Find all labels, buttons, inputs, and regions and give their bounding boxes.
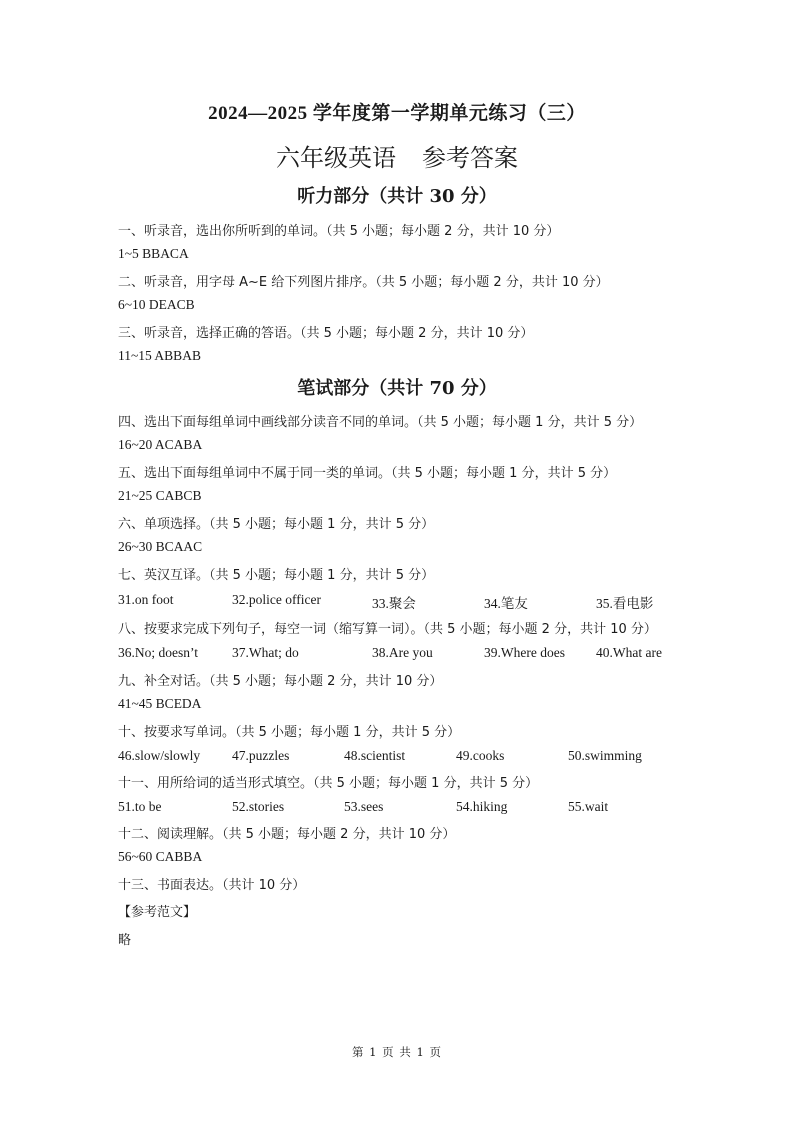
q10-answer-47: 47.puzzles [232, 748, 290, 763]
q12-answer: 56~60 CABBA [118, 849, 203, 864]
q7-label: 七、英汉互译。（共 5 小题；每小题 1 分，共计 5 分） [118, 568, 435, 583]
q13-label: 十三、书面表达。（共计 10 分） [118, 878, 306, 893]
q10-answer-48: 48.scientist [344, 748, 406, 763]
q6-label: 六、单项选择。（共 5 小题；每小题 1 分，共计 5 分） [118, 517, 435, 532]
q8-answer-40: 40.What are [596, 645, 662, 660]
q8-answer-36: 36.No; doesn’t [118, 645, 198, 660]
q3-answer: 11~15 ABBAB [118, 348, 201, 363]
subtitle-answers: 参考答案 [422, 146, 518, 172]
page-title: 2024—2025 学年度第一学期单元练习（三） [208, 103, 586, 124]
writing-heading: 笔试部分（共计 70 分） [297, 378, 497, 399]
q11-answer-55: 55.wait [568, 799, 609, 814]
q10-answer-49: 49.cooks [456, 748, 505, 763]
page-number: 第 1 页 共 1 页 [352, 1045, 442, 1059]
subtitle-grade: 六年级英语 [276, 146, 396, 172]
q8-answer-38: 38.Are you [372, 645, 433, 660]
q1-answer: 1~5 BBACA [118, 246, 189, 261]
q7-answer-35: 35.看电影 [596, 596, 654, 611]
q10-label: 十、按要求写单词。（共 5 小题；每小题 1 分，共计 5 分） [118, 725, 461, 740]
q5-answer: 21~25 CABCB [118, 488, 202, 503]
q6-answer: 26~30 BCAAC [118, 539, 203, 554]
q3-label: 三、听录音，选择正确的答语。（共 5 小题；每小题 2 分，共计 10 分） [118, 326, 534, 341]
q10-answer-50: 50.swimming [568, 748, 642, 763]
q10-answer-46: 46.slow/slowly [118, 748, 201, 763]
q12-label: 十二、阅读理解。（共 5 小题；每小题 2 分，共计 10 分） [118, 827, 456, 842]
q11-answer-53: 53.sees [344, 799, 384, 814]
q4-label: 四、选出下面每组单词中画线部分读音不同的单词。（共 5 小题；每小题 1 分，共计 5 分） [118, 415, 643, 430]
q9-label: 九、补全对话。（共 5 小题；每小题 2 分，共计 10 分） [118, 674, 443, 689]
q2-answer: 6~10 DEACB [118, 297, 195, 312]
q8-answer-39: 39.Where does [484, 645, 565, 660]
q7-answer-34: 34.笔友 [484, 596, 528, 611]
q13-sample-label: 【参考范文】 [118, 905, 197, 920]
q8-answer-37: 37.What; do [232, 645, 299, 660]
page-subtitle [0, 138, 794, 173]
q7-answer-31: 31.on foot [118, 592, 174, 607]
q7-answer-32: 32.police officer [232, 592, 321, 607]
q7-answer-33: 33.聚会 [372, 596, 416, 611]
q11-label: 十一、用所给词的适当形式填空。（共 5 小题；每小题 1 分，共计 5 分） [118, 776, 539, 791]
q4-answer: 16~20 ACABA [118, 437, 203, 452]
listening-heading: 听力部分（共计 30 分） [297, 186, 497, 207]
q11-answer-51: 51.to be [118, 799, 162, 814]
q5-label: 五、选出下面每组单词中不属于同一类的单词。（共 5 小题；每小题 1 分，共计 5 分） [118, 466, 617, 481]
q1-label: 一、听录音，选出你所听到的单词。（共 5 小题；每小题 2 分，共计 10 分） [118, 224, 560, 239]
q2-label: 二、听录音，用字母 A~E 给下列图片排序。（共 5 小题；每小题 2 分，共计 10 分） [118, 275, 609, 290]
q13-sample: 略 [118, 933, 132, 948]
q8-label: 八、按要求完成下列句子，每空一词（缩写算一词）。（共 5 小题；每小题 2 分，共计 10 分） [118, 622, 657, 637]
q11-answer-54: 54.hiking [456, 799, 508, 814]
q11-answer-52: 52.stories [232, 799, 285, 814]
q9-answer: 41~45 BCEDA [118, 696, 202, 711]
